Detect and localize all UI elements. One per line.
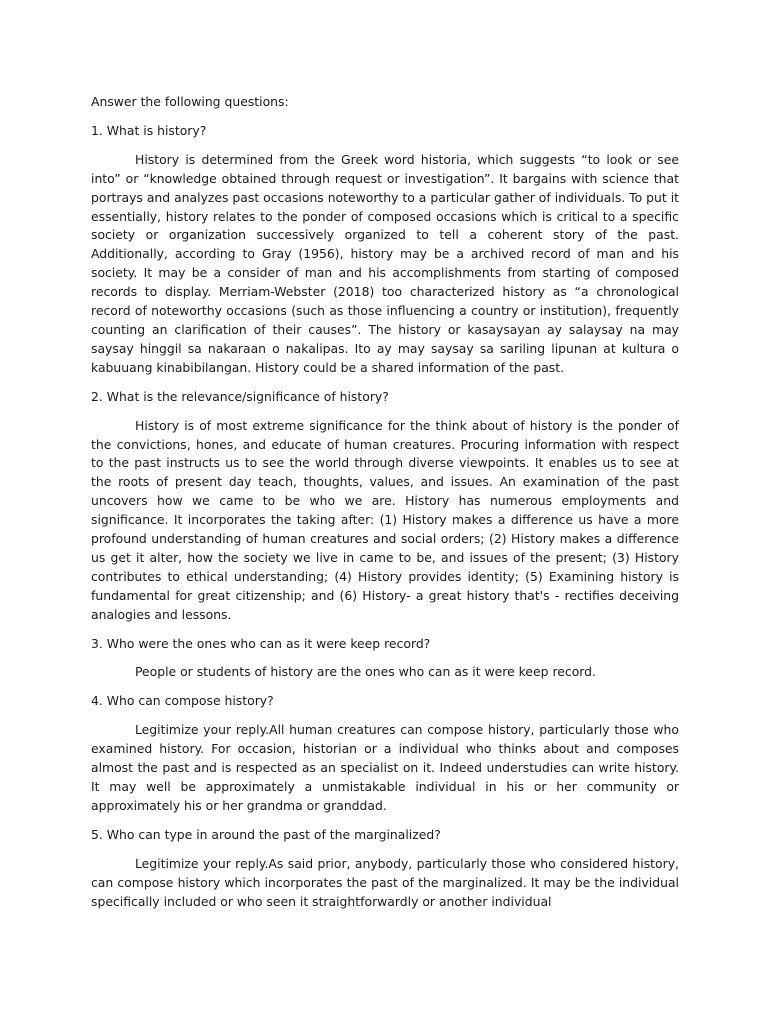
question-1: 1. What is history? (91, 122, 207, 138)
question-4: 4. Who can compose history? (91, 693, 274, 709)
question-5: 5. Who can type in around the past of the marginalized? (91, 826, 441, 842)
answer-3: People or students of history are the ones who can as it were keep record. (135, 664, 596, 680)
answer-5: Legitimize your reply.As said prior, anybody, particularly those who considered history, can compose history which incorporates the past of the marginalized. It may be the individual specifically included or who seen it straightforwardly or another individual (91, 855, 679, 909)
question-3: 3. Who were the ones who can as it were keep record? (91, 635, 431, 651)
question-2: 2. What is the relevance/significance of history? (91, 388, 389, 404)
answer-4: Legitimize your reply.All human creatures can compose history, particularly those who examined history. For occasion, historian or a individual who thinks about and composes almost the past and is respected as an specialist on it. Indeed understudies can write history. It may well be approximately a unmistakable individual in his or her community or approximately his or her grandma or granddad. (91, 722, 679, 813)
document-page (91, 93, 679, 921)
instructions-heading: Answer the following questions: (91, 94, 289, 109)
answer-2: History is of most extreme significance for the think about of history is the ponder of the convictions, hones, and educate of human creatures. Procuring information with respect to the past instructs us to see the world through diverse viewpoints. It enables us to see at the roots of present day teach, thoughts, values, and issues. An examination of the past uncovers how we came to be who we are. History has numerous employments and significance. It incorporates the taking after: (1) History makes a difference us have a more profound understanding of human creatures and social orders; (2) History makes a difference us get it alter, how the society we live in came to be, and issues of the present; (3) History contributes to ethical understanding; (4) History provides identity; (5) Examining history is fundamental for great citizenship; and (6) History- a great history that's - rectifies deceiving analogies and lessons. (91, 417, 679, 622)
answer-1: History is determined from the Greek word historia, which suggests “to look or see into” or “knowledge obtained through request or investigation”. It bargains with science that portrays and analyzes past occasions noteworthy to a particular gather of individuals. To put it essentially, history relates to the ponder of composed occasions which is critical to a specific society or organization successively organized to tell a coherent story of the past. Additionally, according to Gray (1956), history may be a archived record of man and his society. It may be a consider of man and his accomplishments from starting of composed records to display. Merriam-Webster (2018) too characterized history as “a chronological record of noteworthy occasions (such as those influencing a country or institution), frequently counting an clarification of their causes”. The history or kasaysayan ay salaysay na may saysay hinggil sa nakaraan o nakalipas. Ito ay may saysay sa sariling lipunan at kultura o kabuuang kinabibilangan. History could be a shared information of the past. (91, 151, 679, 375)
